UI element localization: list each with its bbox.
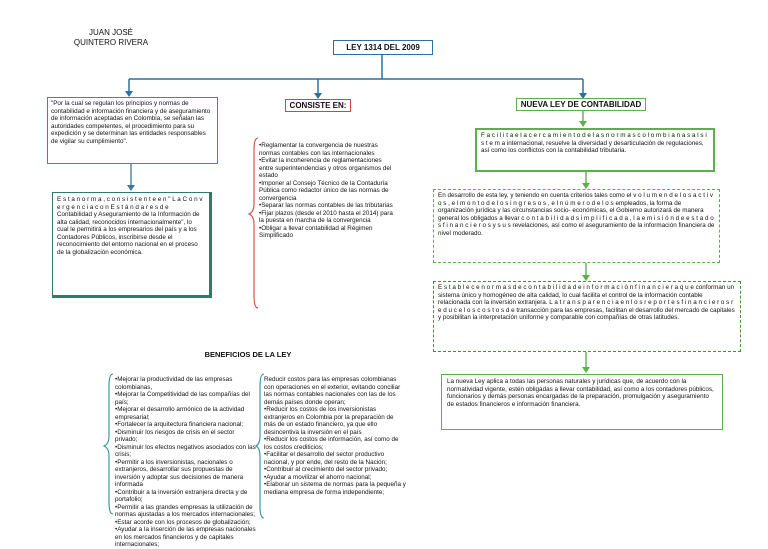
beneficio-item: •Reducir los costos de los inversionistas extranjeros en Colombia por la preparación de más de un estado financiero, ya que ello desincentiva la inversión en el país — [264, 406, 394, 436]
beneficio-item: •Permitir a los inversionistas, nacionales o extranjeros, desarrollar sus propuestas de inversión y adoptar sus decisiones de manera informada — [115, 458, 244, 488]
beneficio-item: •Estar acorde con los procesos de globalización; — [115, 518, 251, 526]
beneficio-item: •Elaborar un sistema de normas para la pequeña y mediana empresa de forma independiente; — [264, 481, 406, 496]
author-line1: JUAN JOSÉ — [88, 28, 133, 37]
beneficio-item: •Ayudar a la inserción de las empresas nacionales en los mercados financieros y de capitales internacionales; — [115, 526, 256, 548]
consiste-item: •Imponer al Consejo Técnico de la Contaduría Pública como redactor único de las normas de convergencia — [259, 179, 389, 202]
beneficio-item: •Mejorar el desarrollo armónico de la actividad empresarial; — [115, 406, 245, 421]
consiste-item: •Obligar a llevar contabilidad al Régimen Simplificado — [259, 224, 373, 239]
establece-box: E s t a b l e c e n o r m a s d e c o n t a b i l i d a d e i n f o r m a c i ó n f i n a n c i e r a q u e conforman un sistema único y homogéneo de alta calidad, lo cual facilita el control de la información contable relacionada con la inversión extranjera. L a t r a n s p a r e n c i a e n l o s r e p o r t e s f i n a n c i e r o s r e d u c e l o s c o s t o s d e transacción para las empresas, facilitan el desarrollo del mercado de capitales y posibilitan la interpretación uniforme y comparable con compañías de otras latitudes. — [433, 281, 741, 352]
beneficios-list-2 — [264, 376, 406, 496]
beneficio-item: •Contribuir a la inversión extranjera directa y de portafolio; — [115, 488, 248, 503]
consiste-item: •Evitar la incoherencia de reglamentaciones entre superintendencias y otros organismos del estado — [259, 157, 392, 179]
root-title: LEY 1314 DEL 2009 — [333, 40, 433, 55]
nueva-ley-label: NUEVA LEY DE CONTABILIDAD — [516, 98, 646, 111]
desarrollo-box: En desarrollo de esta ley, y teniendo en cuenta criterios tales como el v o l u m e n d e l o s a c t i v o s , e l m o n t o d e l o s i n g r e s o s , e l n ú m e r o d e l o s empleados, la forma de organización jurídica y las circunstancias socio- económicas, el Gobierno autorizará de manera general los obligados a llevar c o n t a b i l i d a d s i m p l i f i c a d a , l a e m i s i ó n d e e s t a d o s f i n a n c i e r o s y s u s revelaciones, así como el aseguramiento de la información financiera de nivel moderado. — [433, 189, 720, 263]
aplica-box: La nueva Ley aplica a todas las personas naturales y jurídicas que, de acuerdo con la normatividad vigente, estén obligadas a llevar contabilidad, así como a los contadores públicos, funcionarios y demás personas encargadas de la preparación, promulgación y aseguramiento de estados financieros e información financiera. — [441, 374, 723, 430]
consiste-list — [259, 142, 394, 240]
beneficio-item: •Mejorar la productividad de las empresas colombianas, — [115, 376, 233, 391]
beneficio-item: •Ayudar a movilizar el ahorro nacional; — [264, 473, 372, 481]
beneficio-item: Reducir costos para las empresas colombianas con operaciones en el exterior, evitando conciliar las normas contables nacionales con las de los demás países donde operan; — [264, 376, 401, 406]
beneficio-item: •Facilitar el desarrollo del sector productivo nacional, y por ende, del resto de la Nación; — [264, 451, 387, 466]
consiste-item: •Separar las normas contables de las tributarias — [259, 202, 393, 209]
beneficio-item: •Disminuir los efectos negativos asociados con las crisis; — [115, 443, 256, 458]
beneficio-item: •Permitir a las grandes empresas la utilización de normas ajustadas a los mercados internacionales; — [115, 503, 256, 518]
beneficio-item: •Contribuir al crecimiento del sector privado; — [264, 466, 388, 473]
facilita-box: F a c i l i t a e l a c e r c a m i e n t o d e l a s n o r m a s c o l o m b i a n a s a l s i s t e m a internacional, resuelve la diversidad y desarticulación de regulaciones, así como los conflictos con la contabilidad tributaria. — [475, 128, 715, 172]
beneficio-item: •Disminuir los riesgos de crisis en el sector privado; — [115, 428, 235, 443]
beneficio-item: •Reducir los costos de información, así como de los costos crediticios; — [264, 436, 399, 451]
beneficios-list-1 — [115, 376, 258, 549]
definition-box: "Por la cual se regulan los principios y normas de contabilidad e información financiera y de aseguramiento de información aceptadas en Colombia, se señalan las autoridades competentes, el procedimiento para su expedición y se determinan las entidades responsables de vigilar su cumplimiento". — [47, 97, 218, 164]
beneficio-item: •Fortalecer la arquitectura financiera nacional; — [115, 421, 244, 428]
beneficio-item: •Mejorar la Competitividad de las compañías del país; — [115, 391, 250, 406]
author-name — [56, 28, 166, 48]
consiste-item: •Reglamentar la convergencia de nuestras normas contables con las internacionales — [259, 142, 378, 157]
consistency-box: E s t a n o r m a , c o n s i s t e n t e e n " L a C o n v e r g e n c i a c o n E s t á n d a r e s d e Contabilidad y Aseguramiento de la Información de alta calidad, reconocidos internacionalmente", lo cual le permitirá a los empresarios del país y a los Contadores Públicos, inscribirse desde el reconocimiento del entorno nacional en el proceso de la globalización económica. — [52, 192, 212, 298]
author-line2: QUINTERO RIVERA — [73, 38, 149, 47]
beneficios-label: BENEFICIOS DE LA LEY — [204, 350, 292, 359]
consiste-item: •Fijar plazos (desde el 2010 hasta el 2014) para la puesta en marcha de la convergencia — [259, 209, 393, 224]
consiste-label: CONSISTE EN: — [285, 99, 351, 112]
